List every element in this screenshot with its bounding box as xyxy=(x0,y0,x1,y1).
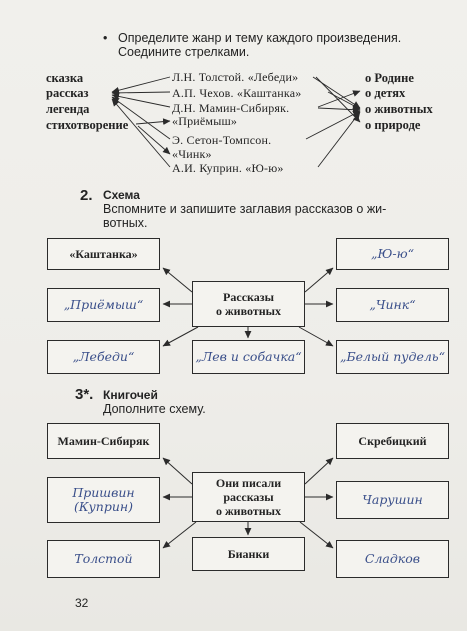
task2-number: 2. xyxy=(80,187,93,204)
matching-arrow xyxy=(112,77,170,92)
scheme2-center-text: Рассказы xyxy=(223,290,274,304)
matching-arrow xyxy=(306,111,360,139)
task2-title: Схема xyxy=(103,188,140,202)
scheme3-arrow xyxy=(305,458,333,484)
theme-item: о Родине xyxy=(365,71,414,85)
scheme3-arrow xyxy=(300,522,333,548)
theme-item: о детях xyxy=(365,86,406,100)
scheme3-arrows xyxy=(163,458,333,548)
scheme2-center-text: о животных xyxy=(215,304,282,318)
scheme2-handwritten-answer: „Белый пудель“ xyxy=(340,349,445,364)
work-item: Э. Сетон-Томпсон. xyxy=(172,133,272,147)
scheme3-center-text: о животных xyxy=(215,504,282,518)
scheme3-arrow xyxy=(163,522,196,548)
scheme3-center-text: рассказы xyxy=(223,490,274,504)
matching-arrow xyxy=(316,77,360,122)
scheme2-handwritten-answer: „Ю-ю“ xyxy=(370,246,414,261)
theme-item: о природе xyxy=(365,118,421,132)
work-item: Л.Н. Толстой. «Лебеди» xyxy=(172,70,299,84)
matching-arrow xyxy=(112,92,170,93)
genre-item: легенда xyxy=(46,102,90,116)
task1-instruction-line1: Определите жанр и тему каждого произведения. xyxy=(118,31,402,45)
matching-arrow xyxy=(138,126,170,154)
scheme2-arrow xyxy=(163,327,198,346)
scheme3-handwritten-answer: Пришвин xyxy=(72,485,135,500)
task1-bullet: • xyxy=(103,31,108,45)
task3-instruction: Дополните схему. xyxy=(103,402,206,416)
scheme2-arrow xyxy=(305,268,333,292)
scheme3-box-text: Бианки xyxy=(227,547,270,561)
genre-item: сказка xyxy=(46,71,84,85)
matching-arrow xyxy=(136,121,170,124)
work-item: «Приёмыш» xyxy=(172,114,238,128)
work-item: А.И. Куприн. «Ю-ю» xyxy=(172,161,284,175)
scheme2-handwritten-answer: „Чинк“ xyxy=(369,297,416,312)
task2-instruction-line1: Вспомните и запишите заглавия рассказов о жи- xyxy=(103,202,387,216)
scheme2-arrows xyxy=(163,268,333,346)
work-item: А.П. Чехов. «Каштанка» xyxy=(172,86,302,100)
scheme3-handwritten-answer: Чарушин xyxy=(362,492,423,507)
scheme3-handwritten-answer: Толстой xyxy=(74,551,133,566)
page-number: 32 xyxy=(75,596,89,610)
task1-instruction-line2: Соедините стрелками. xyxy=(118,45,250,59)
scheme3-box-text: Мамин-Сибиряк xyxy=(57,434,150,448)
genre-item: стихотворение xyxy=(46,118,129,132)
scheme2-handwritten-answer: „Приёмыш“ xyxy=(63,297,144,312)
task3-number: 3*. xyxy=(75,386,94,403)
scheme3-center-text: Они писали xyxy=(215,476,282,490)
matching-arrow xyxy=(318,112,360,167)
scheme2-handwritten-answer: „Лев и собачка“ xyxy=(195,349,302,364)
scheme3-handwritten-answer: Сладков xyxy=(364,551,421,566)
scheme2-handwritten-answer: „Лебеди“ xyxy=(72,349,135,364)
scheme3-arrow xyxy=(163,458,192,484)
theme-item: о животных xyxy=(365,102,433,116)
task2-instruction-line2: вотных. xyxy=(103,216,148,230)
scheme2-arrow xyxy=(299,327,333,346)
matching-arrow xyxy=(318,108,360,110)
work-item: «Чинк» xyxy=(172,147,212,161)
matching-lines xyxy=(112,77,360,167)
genre-item: рассказ xyxy=(46,86,89,100)
scheme3-handwritten-answer: (Куприн) xyxy=(73,499,133,514)
matching-arrow xyxy=(112,95,170,107)
scheme2-arrow xyxy=(163,268,192,292)
scheme3-box-text: Скребицкий xyxy=(358,434,427,448)
task3-title: Книгочей xyxy=(103,388,158,402)
matching-arrow xyxy=(318,91,360,107)
scheme2-box-text: «Каштанка» xyxy=(69,247,138,261)
work-item: Д.Н. Мамин-Сибиряк. xyxy=(172,101,290,115)
